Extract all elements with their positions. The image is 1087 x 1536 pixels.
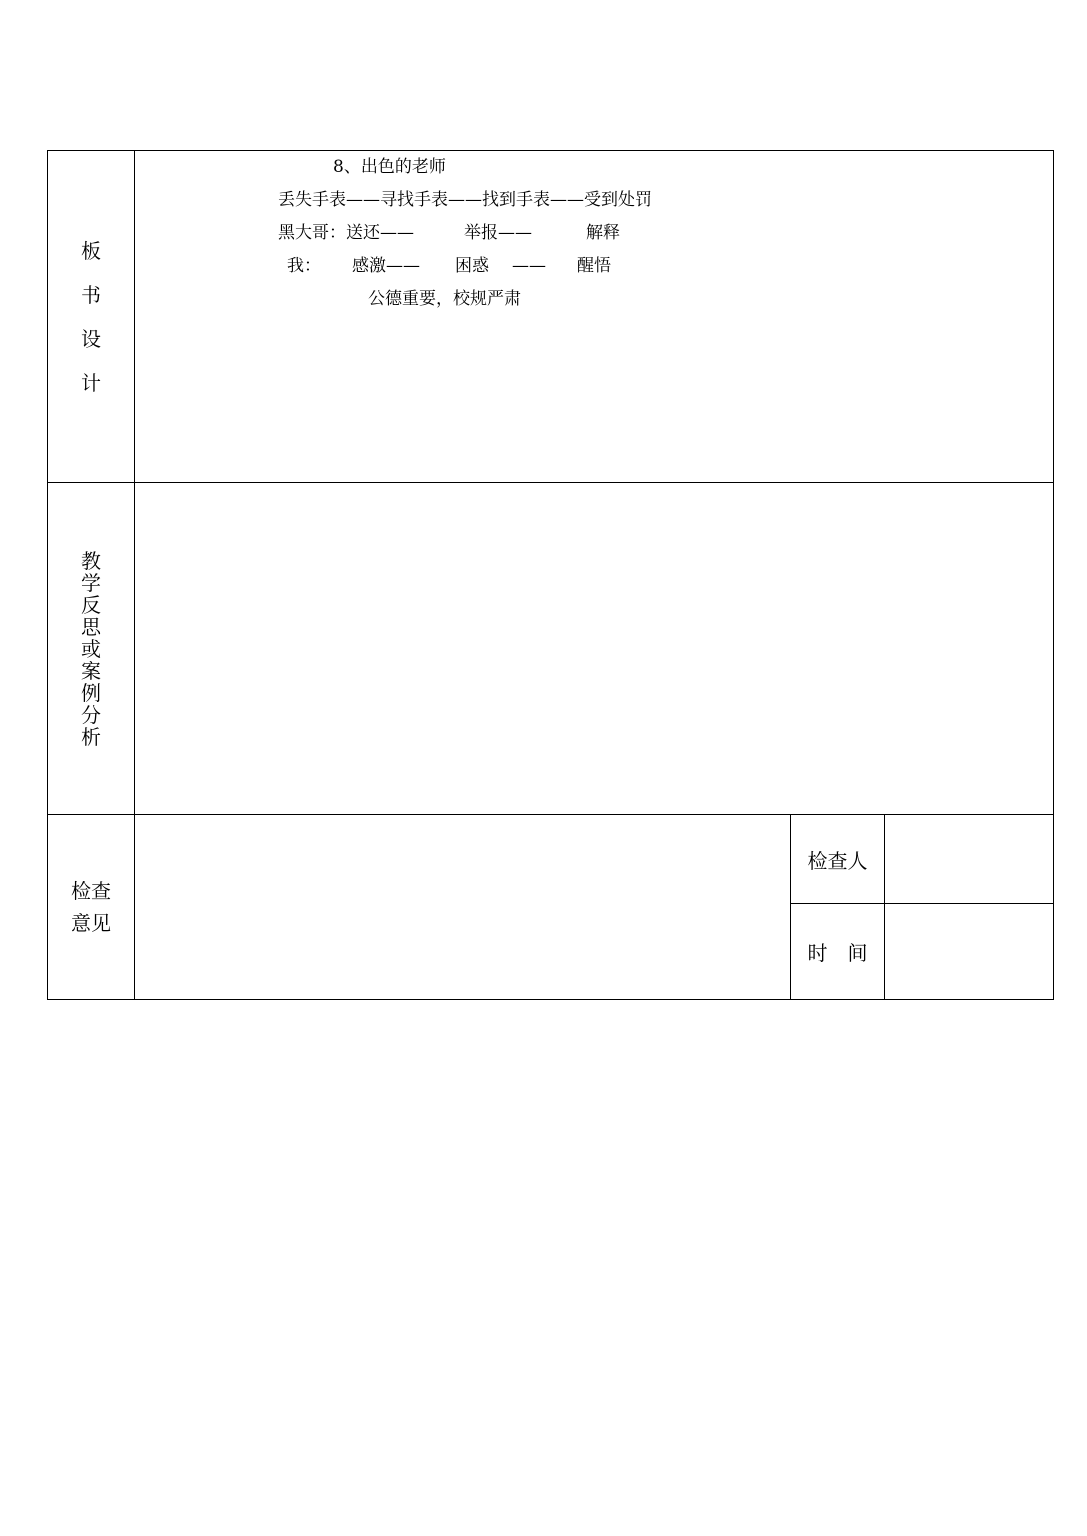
board-design-row [48,151,1054,483]
inspection-label-cell [48,815,135,1000]
time-label: 时 间 [807,941,868,965]
reflection-label-char: 分 [81,702,101,727]
inspector-label-cell [791,815,885,904]
board-design-label [48,229,134,405]
reflection-label-char: 案 [81,658,101,683]
me-prefix: 我： [287,256,321,276]
board-conclusion: 公德重要，校规严肃 [368,289,521,309]
reflection-row [48,483,1054,815]
reflection-label [48,550,134,748]
time-value-cell[interactable] [885,904,1054,1000]
board-design-label-char: 计 [81,370,101,395]
inspector-label: 检查人 [807,848,868,873]
board-design-label-char: 板 [81,238,101,263]
board-design-label-cell [48,151,135,483]
board-line-plot: 丢失手表——寻找手表——找到手表——受到处罚 [278,190,652,210]
time-label-cell [791,904,885,1000]
inspection-label-line: 意见 [71,911,111,935]
reflection-label-char: 思 [81,614,101,639]
reflection-label-char: 析 [81,724,101,749]
board-line-me [278,256,798,276]
reflection-label-char: 例 [81,680,101,705]
board-title: 8、出色的老师 [333,157,446,177]
me-item-awaken: 醒悟 [577,256,611,276]
me-item-grateful: 感激—— [352,256,420,276]
inspection-label-line: 检查 [71,879,111,903]
board-design-content-cell [135,151,1054,483]
brother-item-report: 举报—— [464,223,532,243]
inspection-row-top [48,815,1054,904]
reflection-label-char: 教 [81,548,101,573]
me-item-dash: —— [512,256,546,276]
board-design-label-char: 设 [81,326,101,351]
inspector-value-cell[interactable] [885,815,1054,904]
board-line-brother [278,223,798,243]
inspection-opinion-cell[interactable] [135,815,791,1000]
reflection-label-char: 反 [81,592,101,617]
reflection-label-cell [48,483,135,815]
reflection-label-char: 或 [81,636,101,661]
brother-item-explain: 解释 [586,223,620,243]
brother-prefix: 黑大哥：送还—— [278,223,414,243]
reflection-content-cell[interactable] [135,483,1054,815]
lesson-plan-table [47,150,1054,1000]
board-design-label-char: 书 [81,282,101,307]
me-item-confused: 困惑 [455,256,489,276]
reflection-label-char: 学 [81,570,101,595]
inspection-label [48,875,134,939]
